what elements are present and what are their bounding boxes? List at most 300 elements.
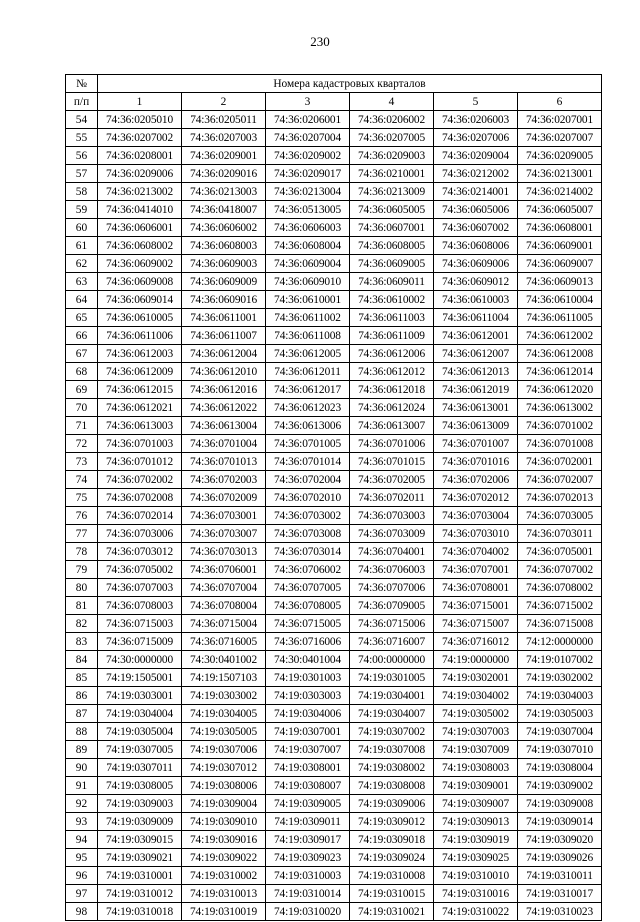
cadastral-quarter-cell: 74:19:0309006 <box>350 795 434 813</box>
cadastral-quarter-cell: 74:36:0609007 <box>518 255 602 273</box>
cadastral-quarter-cell: 74:36:0702002 <box>98 471 182 489</box>
cadastral-quarter-cell: 74:00:0000000 <box>350 651 434 669</box>
cadastral-quarter-cell: 74:36:0702001 <box>518 453 602 471</box>
cadastral-quarter-cell: 74:36:0715009 <box>98 633 182 651</box>
table-row <box>66 327 602 345</box>
table-row <box>66 147 602 165</box>
cadastral-quarter-cell: 74:19:0307002 <box>350 723 434 741</box>
cadastral-quarter-cell: 74:36:0703006 <box>98 525 182 543</box>
row-number: 90 <box>66 759 98 777</box>
cadastral-quarter-cell: 74:36:0609010 <box>266 273 350 291</box>
row-number: 89 <box>66 741 98 759</box>
row-number: 88 <box>66 723 98 741</box>
cadastral-quarter-cell: 74:19:0309019 <box>434 831 518 849</box>
cadastral-quarter-cell: 74:36:0209006 <box>98 165 182 183</box>
cadastral-quarter-cell: 74:36:0612017 <box>266 381 350 399</box>
cadastral-quarter-cell: 74:19:0302002 <box>518 669 602 687</box>
cadastral-quarter-cell: 74:36:0609014 <box>98 291 182 309</box>
cadastral-quarter-cell: 74:19:0310019 <box>182 903 266 921</box>
cadastral-quarter-cell: 74:19:0308003 <box>434 759 518 777</box>
table-row <box>66 435 602 453</box>
cadastral-quarter-cell: 74:36:0213004 <box>266 183 350 201</box>
cadastral-quarter-cell: 74:19:0309012 <box>350 813 434 831</box>
cadastral-quarter-cell: 74:36:0207002 <box>98 129 182 147</box>
cadastral-quarter-cell: 74:36:0609009 <box>182 273 266 291</box>
row-number: 64 <box>66 291 98 309</box>
cadastral-quarter-cell: 74:36:0612021 <box>98 399 182 417</box>
cadastral-quarter-cell: 74:36:0605006 <box>434 201 518 219</box>
cadastral-quarter-cell: 74:36:0612010 <box>182 363 266 381</box>
row-number: 62 <box>66 255 98 273</box>
cadastral-quarter-cell: 74:36:0706003 <box>350 561 434 579</box>
cadastral-quarter-cell: 74:19:0310014 <box>266 885 350 903</box>
cadastral-quarter-cell: 74:36:0701015 <box>350 453 434 471</box>
table-row <box>66 849 602 867</box>
cadastral-quarter-cell: 74:36:0205011 <box>182 111 266 129</box>
row-number: 61 <box>66 237 98 255</box>
cadastral-quarter-cell: 74:36:0610002 <box>350 291 434 309</box>
cadastral-quarter-cell: 74:19:0307012 <box>182 759 266 777</box>
cadastral-quarter-cell: 74:36:0209002 <box>266 147 350 165</box>
cadastral-quarter-cell: 74:36:0609011 <box>350 273 434 291</box>
table-row <box>66 705 602 723</box>
cadastral-quarter-cell: 74:19:0304002 <box>434 687 518 705</box>
table-row <box>66 741 602 759</box>
cadastral-quarter-cell: 74:36:0716007 <box>350 633 434 651</box>
cadastral-quarter-cell: 74:36:0213003 <box>182 183 266 201</box>
header-column-3: 3 <box>266 93 350 111</box>
cadastral-quarter-cell: 74:19:0304004 <box>98 705 182 723</box>
cadastral-quarter-cell: 74:19:0307004 <box>518 723 602 741</box>
cadastral-quarter-cell: 74:36:0705002 <box>98 561 182 579</box>
table-row <box>66 399 602 417</box>
cadastral-quarter-cell: 74:36:0609004 <box>266 255 350 273</box>
cadastral-quarter-cell: 74:36:0612004 <box>182 345 266 363</box>
cadastral-quarter-cell: 74:19:0309020 <box>518 831 602 849</box>
cadastral-quarter-cell: 74:19:1505001 <box>98 669 182 687</box>
table-row <box>66 687 602 705</box>
cadastral-quarter-cell: 74:36:0612018 <box>350 381 434 399</box>
cadastral-quarter-cell: 74:36:0207003 <box>182 129 266 147</box>
cadastral-quarter-cell: 74:36:0716006 <box>266 633 350 651</box>
row-number: 86 <box>66 687 98 705</box>
cadastral-quarter-cell: 74:19:0304003 <box>518 687 602 705</box>
cadastral-quarter-cell: 74:36:0707004 <box>182 579 266 597</box>
cadastral-quarter-cell: 74:36:0209001 <box>182 147 266 165</box>
cadastral-quarter-cell: 74:36:0606003 <box>266 219 350 237</box>
row-number: 74 <box>66 471 98 489</box>
cadastral-quarter-cell: 74:36:0209016 <box>182 165 266 183</box>
header-num-sublabel: п/п <box>66 93 98 111</box>
cadastral-quarter-cell: 74:19:0303002 <box>182 687 266 705</box>
cadastral-quarter-cell: 74:36:0213002 <box>98 183 182 201</box>
cadastral-quarter-cell: 74:19:0307011 <box>98 759 182 777</box>
cadastral-quarter-cell: 74:36:0612019 <box>434 381 518 399</box>
cadastral-quarter-cell: 74:19:0309007 <box>434 795 518 813</box>
header-column-5: 5 <box>434 93 518 111</box>
cadastral-quarter-cell: 74:36:0715005 <box>266 615 350 633</box>
table-row <box>66 183 602 201</box>
cadastral-quarter-cell: 74:36:0609012 <box>434 273 518 291</box>
row-number: 83 <box>66 633 98 651</box>
table-row <box>66 831 602 849</box>
cadastral-quarter-cell: 74:36:0513005 <box>266 201 350 219</box>
cadastral-quarter-cell: 74:19:0310018 <box>98 903 182 921</box>
row-number: 85 <box>66 669 98 687</box>
table-row <box>66 795 602 813</box>
cadastral-quarter-cell: 74:36:0703008 <box>266 525 350 543</box>
cadastral-quarter-cell: 74:36:0210001 <box>350 165 434 183</box>
cadastral-quarter-cell: 74:19:0310015 <box>350 885 434 903</box>
header-num-label: № <box>66 75 98 93</box>
cadastral-quarter-cell: 74:19:0310012 <box>98 885 182 903</box>
row-number: 78 <box>66 543 98 561</box>
table-row <box>66 615 602 633</box>
cadastral-quarter-cell: 74:36:0701005 <box>266 435 350 453</box>
cadastral-quarter-cell: 74:36:0612016 <box>182 381 266 399</box>
cadastral-quarter-cell: 74:19:0307001 <box>266 723 350 741</box>
cadastral-quarter-cell: 74:19:0310003 <box>266 867 350 885</box>
cadastral-quarter-cell: 74:36:0716012 <box>434 633 518 651</box>
cadastral-quarter-cell: 74:36:0703009 <box>350 525 434 543</box>
cadastral-quarter-cell: 74:19:0309011 <box>266 813 350 831</box>
cadastral-quarter-cell: 74:36:0207005 <box>350 129 434 147</box>
cadastral-quarter-cell: 74:36:0702004 <box>266 471 350 489</box>
cadastral-quarter-cell: 74:36:0612003 <box>98 345 182 363</box>
cadastral-quarter-cell: 74:19:0309008 <box>518 795 602 813</box>
cadastral-quarter-cell: 74:19:0308001 <box>266 759 350 777</box>
cadastral-quarter-cell: 74:36:0612015 <box>98 381 182 399</box>
cadastral-quarter-cell: 74:36:0207004 <box>266 129 350 147</box>
cadastral-quarter-cell: 74:36:0613001 <box>434 399 518 417</box>
cadastral-quarter-cell: 74:19:0302001 <box>434 669 518 687</box>
row-number: 71 <box>66 417 98 435</box>
row-number: 79 <box>66 561 98 579</box>
cadastral-quarter-cell: 74:19:1507103 <box>182 669 266 687</box>
cadastral-quarter-cell: 74:36:0611006 <box>98 327 182 345</box>
cadastral-quarter-cell: 74:36:0703010 <box>434 525 518 543</box>
row-number: 93 <box>66 813 98 831</box>
cadastral-quarter-cell: 74:19:0301003 <box>266 669 350 687</box>
cadastral-quarter-cell: 74:19:0304001 <box>350 687 434 705</box>
cadastral-quarter-cell: 74:36:0701002 <box>518 417 602 435</box>
cadastral-quarter-cell: 74:19:0310001 <box>98 867 182 885</box>
cadastral-quarter-cell: 74:36:0610005 <box>98 309 182 327</box>
cadastral-quarter-cell: 74:19:0309017 <box>266 831 350 849</box>
row-number: 55 <box>66 129 98 147</box>
cadastral-quarter-cell: 74:19:0307007 <box>266 741 350 759</box>
header-column-1: 1 <box>98 93 182 111</box>
cadastral-quarter-cell: 74:19:0309004 <box>182 795 266 813</box>
header-row-group <box>66 75 602 93</box>
cadastral-quarter-cell: 74:36:0612012 <box>350 363 434 381</box>
table-row <box>66 597 602 615</box>
table-row <box>66 813 602 831</box>
cadastral-quarter-cell: 74:36:0611008 <box>266 327 350 345</box>
table-row <box>66 345 602 363</box>
row-number: 72 <box>66 435 98 453</box>
table-row <box>66 903 602 921</box>
cadastral-quarter-cell: 74:19:0309003 <box>98 795 182 813</box>
table-row <box>66 129 602 147</box>
cadastral-quarter-cell: 74:36:0608003 <box>182 237 266 255</box>
cadastral-quarter-cell: 74:36:0707003 <box>98 579 182 597</box>
cadastral-quarter-cell: 74:36:0608001 <box>518 219 602 237</box>
cadastral-quarter-cell: 74:36:0608006 <box>434 237 518 255</box>
cadastral-quarter-cell: 74:36:0607002 <box>434 219 518 237</box>
table-row <box>66 489 602 507</box>
cadastral-quarter-cell: 74:36:0613006 <box>266 417 350 435</box>
header-column-4: 4 <box>350 93 434 111</box>
cadastral-quarter-cell: 74:36:0701013 <box>182 453 266 471</box>
cadastral-quarter-cell: 74:19:0309005 <box>266 795 350 813</box>
cadastral-quarter-cell: 74:36:0707006 <box>350 579 434 597</box>
table-row <box>66 255 602 273</box>
cadastral-quarter-cell: 74:36:0611009 <box>350 327 434 345</box>
row-number: 94 <box>66 831 98 849</box>
table-row <box>66 669 602 687</box>
cadastral-quarter-cell: 74:36:0702012 <box>434 489 518 507</box>
cadastral-quarter-cell: 74:36:0608005 <box>350 237 434 255</box>
table-row <box>66 885 602 903</box>
cadastral-quarter-cell: 74:36:0613002 <box>518 399 602 417</box>
table-row <box>66 633 602 651</box>
cadastral-quarter-cell: 74:36:0702005 <box>350 471 434 489</box>
table-row <box>66 777 602 795</box>
cadastral-quarter-cell: 74:36:0707005 <box>266 579 350 597</box>
cadastral-quarter-cell: 74:36:0609005 <box>350 255 434 273</box>
cadastral-quarter-cell: 74:36:0418007 <box>182 201 266 219</box>
cadastral-quarter-cell: 74:19:0310022 <box>434 903 518 921</box>
cadastral-quarter-cell: 74:36:0609016 <box>182 291 266 309</box>
row-number: 87 <box>66 705 98 723</box>
cadastral-quarter-cell: 74:36:0608004 <box>266 237 350 255</box>
cadastral-quarter-cell: 74:36:0701004 <box>182 435 266 453</box>
cadastral-quarter-cell: 74:19:0309002 <box>518 777 602 795</box>
cadastral-quarter-cell: 74:19:0309025 <box>434 849 518 867</box>
cadastral-quarter-cell: 74:36:0708005 <box>266 597 350 615</box>
cadastral-quarter-cell: 74:36:0609008 <box>98 273 182 291</box>
cadastral-quarter-cell: 74:36:0610004 <box>518 291 602 309</box>
row-number: 98 <box>66 903 98 921</box>
row-number: 54 <box>66 111 98 129</box>
row-number: 59 <box>66 201 98 219</box>
row-number: 58 <box>66 183 98 201</box>
cadastral-quarter-cell: 74:19:0307005 <box>98 741 182 759</box>
cadastral-quarter-cell: 74:30:0401002 <box>182 651 266 669</box>
cadastral-quarter-cell: 74:19:0309013 <box>434 813 518 831</box>
cadastral-quarter-cell: 74:19:0309022 <box>182 849 266 867</box>
cadastral-quarter-cell: 74:36:0213001 <box>518 165 602 183</box>
table-row <box>66 201 602 219</box>
cadastral-quarter-cell: 74:19:0308004 <box>518 759 602 777</box>
cadastral-quarter-cell: 74:36:0715006 <box>350 615 434 633</box>
row-number: 96 <box>66 867 98 885</box>
cadastral-quarter-cell: 74:19:0308007 <box>266 777 350 795</box>
cadastral-quarter-cell: 74:36:0611001 <box>182 309 266 327</box>
cadastral-quarter-cell: 74:19:0310020 <box>266 903 350 921</box>
cadastral-quarter-cell: 74:36:0611003 <box>350 309 434 327</box>
table-row <box>66 723 602 741</box>
cadastral-quarter-cell: 74:36:0209004 <box>434 147 518 165</box>
cadastral-quarter-cell: 74:36:0706001 <box>182 561 266 579</box>
cadastral-quarter-cell: 74:36:0702010 <box>266 489 350 507</box>
cadastral-quarter-cell: 74:19:0305005 <box>182 723 266 741</box>
table-row <box>66 543 602 561</box>
cadastral-quarter-cell: 74:36:0703004 <box>434 507 518 525</box>
table-row <box>66 291 602 309</box>
cadastral-quarter-cell: 74:36:0613009 <box>434 417 518 435</box>
table-row <box>66 867 602 885</box>
cadastral-quarter-cell: 74:30:0000000 <box>98 651 182 669</box>
table-row <box>66 471 602 489</box>
cadastral-quarter-cell: 74:19:0308006 <box>182 777 266 795</box>
row-number: 68 <box>66 363 98 381</box>
cadastral-quarter-cell: 74:36:0704002 <box>434 543 518 561</box>
cadastral-quarter-cell: 74:36:0701007 <box>434 435 518 453</box>
cadastral-quarter-cell: 74:36:0612024 <box>350 399 434 417</box>
cadastral-quarter-cell: 74:36:0612006 <box>350 345 434 363</box>
cadastral-quarter-cell: 74:19:0309016 <box>182 831 266 849</box>
cadastral-quarter-cell: 74:36:0414010 <box>98 201 182 219</box>
table-row <box>66 525 602 543</box>
cadastral-quarter-cell: 74:36:0207006 <box>434 129 518 147</box>
cadastral-quarter-cell: 74:19:0307006 <box>182 741 266 759</box>
cadastral-quarter-cell: 74:36:0715003 <box>98 615 182 633</box>
cadastral-quarter-cell: 74:36:0611002 <box>266 309 350 327</box>
table-row <box>66 309 602 327</box>
table-row <box>66 381 602 399</box>
cadastral-quarter-cell: 74:36:0703013 <box>182 543 266 561</box>
cadastral-quarter-cell: 74:36:0702003 <box>182 471 266 489</box>
cadastral-quarter-cell: 74:36:0708003 <box>98 597 182 615</box>
cadastral-quarter-cell: 74:36:0609002 <box>98 255 182 273</box>
cadastral-quarter-cell: 74:36:0703005 <box>518 507 602 525</box>
cadastral-quarter-cell: 74:36:0613003 <box>98 417 182 435</box>
row-number: 84 <box>66 651 98 669</box>
cadastral-quarter-cell: 74:19:0305003 <box>518 705 602 723</box>
cadastral-quarter-cell: 74:36:0612020 <box>518 381 602 399</box>
cadastral-quarter-cell: 74:36:0701014 <box>266 453 350 471</box>
cadastral-quarter-cell: 74:36:0715002 <box>518 597 602 615</box>
cadastral-quarter-cell: 74:36:0612013 <box>434 363 518 381</box>
cadastral-quarter-cell: 74:36:0708001 <box>434 579 518 597</box>
cadastral-quarter-cell: 74:19:0307010 <box>518 741 602 759</box>
cadastral-quarter-cell: 74:36:0716005 <box>182 633 266 651</box>
cadastral-quarter-cell: 74:19:0305002 <box>434 705 518 723</box>
row-number: 63 <box>66 273 98 291</box>
cadastral-quarter-cell: 74:36:0606001 <box>98 219 182 237</box>
cadastral-quarter-cell: 74:12:0000000 <box>518 633 602 651</box>
cadastral-quarter-cell: 74:36:0209005 <box>518 147 602 165</box>
header-row-columns <box>66 93 602 111</box>
cadastral-quarter-cell: 74:36:0612014 <box>518 363 602 381</box>
header-column-2: 2 <box>182 93 266 111</box>
cadastral-quarter-cell: 74:19:0000000 <box>434 651 518 669</box>
cadastral-quarter-cell: 74:36:0703001 <box>182 507 266 525</box>
cadastral-quarter-cell: 74:19:0107002 <box>518 651 602 669</box>
cadastral-quarter-cell: 74:36:0706002 <box>266 561 350 579</box>
cadastral-quarter-cell: 74:36:0715007 <box>434 615 518 633</box>
table-row <box>66 579 602 597</box>
table-row <box>66 417 602 435</box>
row-number: 67 <box>66 345 98 363</box>
cadastral-quarter-cell: 74:36:0703003 <box>350 507 434 525</box>
cadastral-quarter-cell: 74:19:0310008 <box>350 867 434 885</box>
table-row <box>66 651 602 669</box>
cadastral-quarter-cell: 74:36:0609003 <box>182 255 266 273</box>
cadastral-quarter-cell: 74:36:0206003 <box>434 111 518 129</box>
cadastral-quarter-cell: 74:19:0301005 <box>350 669 434 687</box>
cadastral-quarter-cell: 74:36:0703011 <box>518 525 602 543</box>
cadastral-quarter-cell: 74:36:0214002 <box>518 183 602 201</box>
table-row <box>66 237 602 255</box>
cadastral-quarter-cell: 74:36:0610001 <box>266 291 350 309</box>
cadastral-quarter-cell: 74:36:0212002 <box>434 165 518 183</box>
cadastral-quarter-cell: 74:36:0702011 <box>350 489 434 507</box>
cadastral-quarter-cell: 74:36:0608002 <box>98 237 182 255</box>
cadastral-quarter-cell: 74:36:0707001 <box>434 561 518 579</box>
cadastral-quarter-cell: 74:36:0701006 <box>350 435 434 453</box>
cadastral-quarter-cell: 74:36:0605007 <box>518 201 602 219</box>
cadastral-quarter-cell: 74:19:0303001 <box>98 687 182 705</box>
cadastral-quarter-cell: 74:36:0703012 <box>98 543 182 561</box>
cadastral-quarter-cell: 74:36:0206002 <box>350 111 434 129</box>
cadastral-quarter-cell: 74:36:0708004 <box>182 597 266 615</box>
cadastral-quarter-cell: 74:36:0701008 <box>518 435 602 453</box>
cadastral-quarter-cell: 74:36:0703002 <box>266 507 350 525</box>
cadastral-quarter-cell: 74:36:0611005 <box>518 309 602 327</box>
cadastral-quarter-cell: 74:36:0609013 <box>518 273 602 291</box>
cadastral-quarter-cell: 74:19:0309023 <box>266 849 350 867</box>
cadastral-quarter-cell: 74:36:0612007 <box>434 345 518 363</box>
page-number: 230 <box>310 34 330 49</box>
cadastral-quarter-cell: 74:19:0307008 <box>350 741 434 759</box>
row-number: 70 <box>66 399 98 417</box>
cadastral-quarter-cell: 74:36:0702009 <box>182 489 266 507</box>
table-header <box>66 75 602 111</box>
cadastral-quarter-cell: 74:36:0606002 <box>182 219 266 237</box>
cadastral-quarter-cell: 74:36:0605005 <box>350 201 434 219</box>
cadastral-quarter-cell: 74:36:0709005 <box>350 597 434 615</box>
cadastral-quarter-cell: 74:36:0715004 <box>182 615 266 633</box>
cadastral-quarter-cell: 74:36:0208001 <box>98 147 182 165</box>
cadastral-quarter-cell: 74:36:0213009 <box>350 183 434 201</box>
cadastral-quarter-cell: 74:19:0304006 <box>266 705 350 723</box>
row-number: 82 <box>66 615 98 633</box>
cadastral-quarter-cell: 74:19:0304005 <box>182 705 266 723</box>
row-number: 92 <box>66 795 98 813</box>
row-number: 69 <box>66 381 98 399</box>
cadastral-quarter-cell: 74:19:0305004 <box>98 723 182 741</box>
cadastral-quarter-cell: 74:19:0307003 <box>434 723 518 741</box>
cadastral-quarter-cell: 74:36:0703007 <box>182 525 266 543</box>
cadastral-quarter-cell: 74:19:0310017 <box>518 885 602 903</box>
row-number: 91 <box>66 777 98 795</box>
row-number: 95 <box>66 849 98 867</box>
cadastral-quarter-cell: 74:19:0309014 <box>518 813 602 831</box>
cadastral-quarter-cell: 74:19:0309026 <box>518 849 602 867</box>
cadastral-quarter-cell: 74:19:0309021 <box>98 849 182 867</box>
cadastral-quarter-cell: 74:36:0612023 <box>266 399 350 417</box>
cadastral-quarter-cell: 74:36:0613007 <box>350 417 434 435</box>
cadastral-quarter-cell: 74:36:0205010 <box>98 111 182 129</box>
cadastral-quarter-cell: 74:19:0309024 <box>350 849 434 867</box>
cadastral-quarter-cell: 74:36:0701016 <box>434 453 518 471</box>
table-row <box>66 759 602 777</box>
table-row <box>66 507 602 525</box>
cadastral-quarter-cell: 74:36:0612022 <box>182 399 266 417</box>
